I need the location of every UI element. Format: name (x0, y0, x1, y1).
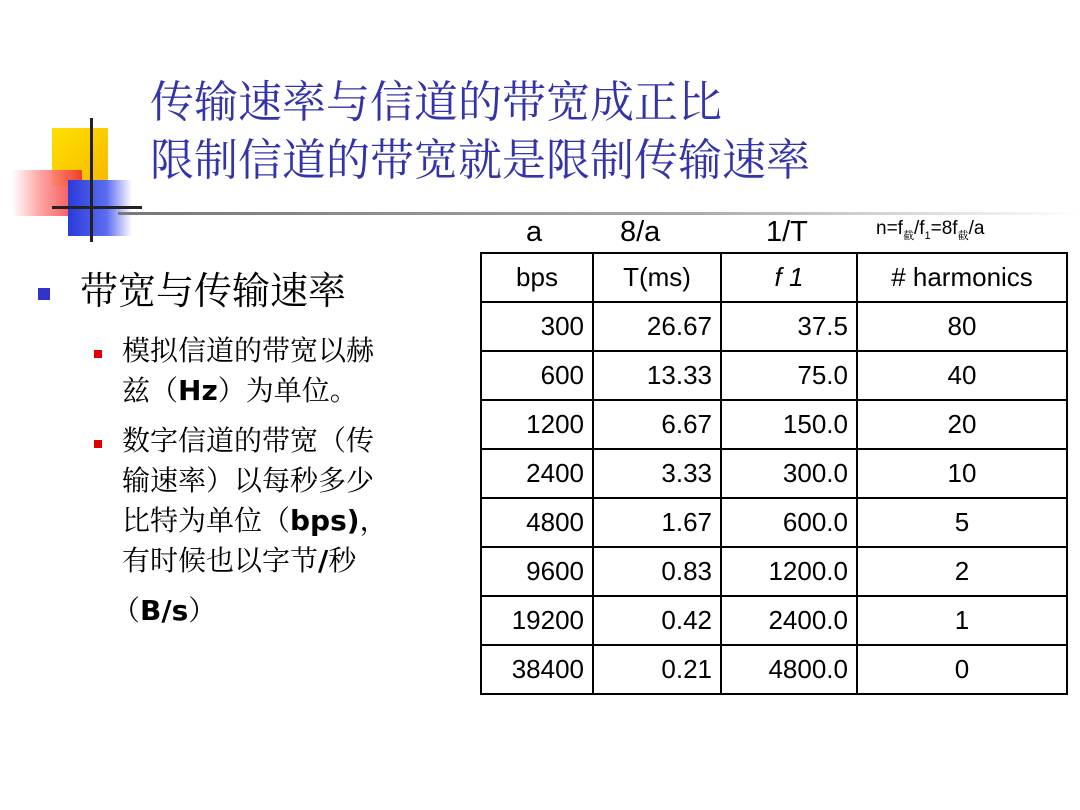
sub-bullet-2-line-3: 比特为单位（bps)， (122, 504, 388, 537)
sub-bullet-2-line-1: 数字信道的带宽（传 (122, 424, 375, 457)
table-row (481, 302, 1067, 351)
cell-harmonics: 0 (857, 645, 1067, 694)
cell-bps: 4800 (481, 498, 593, 547)
cell-frequency: 75.0 (721, 351, 857, 400)
header-cell: T(ms) (593, 253, 721, 302)
table-row (481, 547, 1067, 596)
column-label-8-over-a: 8/a (620, 216, 661, 248)
main-bullet-icon (38, 288, 50, 300)
header-cell: f 1 (721, 253, 857, 302)
cell-bps: 38400 (481, 645, 593, 694)
cell-period: 0.42 (593, 596, 721, 645)
table-row (481, 449, 1067, 498)
cell-frequency: 600.0 (721, 498, 857, 547)
cell-period: 13.33 (593, 351, 721, 400)
table-header-row (481, 253, 1067, 302)
logo-horizontal-line (52, 206, 142, 209)
cell-frequency: 37.5 (721, 302, 857, 351)
cell-harmonics: 5 (857, 498, 1067, 547)
cell-bps: 300 (481, 302, 593, 351)
table-row (481, 596, 1067, 645)
cell-frequency: 300.0 (721, 449, 857, 498)
title-line-2: 限制信道的带宽就是限制传输速率 (150, 135, 810, 186)
column-label-a: a (526, 216, 543, 248)
cell-harmonics: 2 (857, 547, 1067, 596)
sub-bullet-1-line-1: 模拟信道的带宽以赫 (122, 334, 375, 367)
cell-period: 3.33 (593, 449, 721, 498)
main-bullet-text: 带宽与传输速率 (80, 269, 347, 313)
sub-bullet-icon (94, 440, 102, 448)
header-cell: bps (481, 253, 593, 302)
cell-harmonics: 20 (857, 400, 1067, 449)
cell-period: 6.67 (593, 400, 721, 449)
table-row (481, 400, 1067, 449)
sub-bullet-1-line-2: 兹（Hz）为单位。 (122, 374, 358, 407)
table-row (481, 645, 1067, 694)
logo-vertical-line (90, 118, 93, 242)
cell-harmonics: 1 (857, 596, 1067, 645)
cell-bps: 19200 (481, 596, 593, 645)
sub-bullet-2-line-2: 输速率）以每秒多少 (122, 464, 375, 497)
table-row (481, 498, 1067, 547)
cell-period: 0.21 (593, 645, 721, 694)
cell-period: 0.83 (593, 547, 721, 596)
sub-bullet-2-line-4: 有时候也以字节/秒 (122, 544, 357, 577)
column-label-formula: $n=f_截/f_1=8f_截/a$ (876, 218, 985, 242)
cell-frequency: 150.0 (721, 400, 857, 449)
sub-bullet-2-line-5: （B/s） (112, 594, 217, 627)
cell-bps: 600 (481, 351, 593, 400)
cell-bps: 2400 (481, 449, 593, 498)
cell-period: 26.67 (593, 302, 721, 351)
cell-frequency: 2400.0 (721, 596, 857, 645)
column-label-1-over-t: 1/T (766, 216, 808, 248)
cell-bps: 1200 (481, 400, 593, 449)
cell-period: 1.67 (593, 498, 721, 547)
cell-frequency: 4800.0 (721, 645, 857, 694)
cell-harmonics: 40 (857, 351, 1067, 400)
sub-bullet-icon (94, 350, 102, 358)
harmonics-table (480, 252, 1068, 695)
title-line-1: 传输速率与信道的带宽成正比 (150, 77, 722, 128)
cell-bps: 9600 (481, 547, 593, 596)
cell-frequency: 1200.0 (721, 547, 857, 596)
table-row (481, 351, 1067, 400)
header-cell: # harmonics (857, 253, 1067, 302)
cell-harmonics: 80 (857, 302, 1067, 351)
cell-harmonics: 10 (857, 449, 1067, 498)
